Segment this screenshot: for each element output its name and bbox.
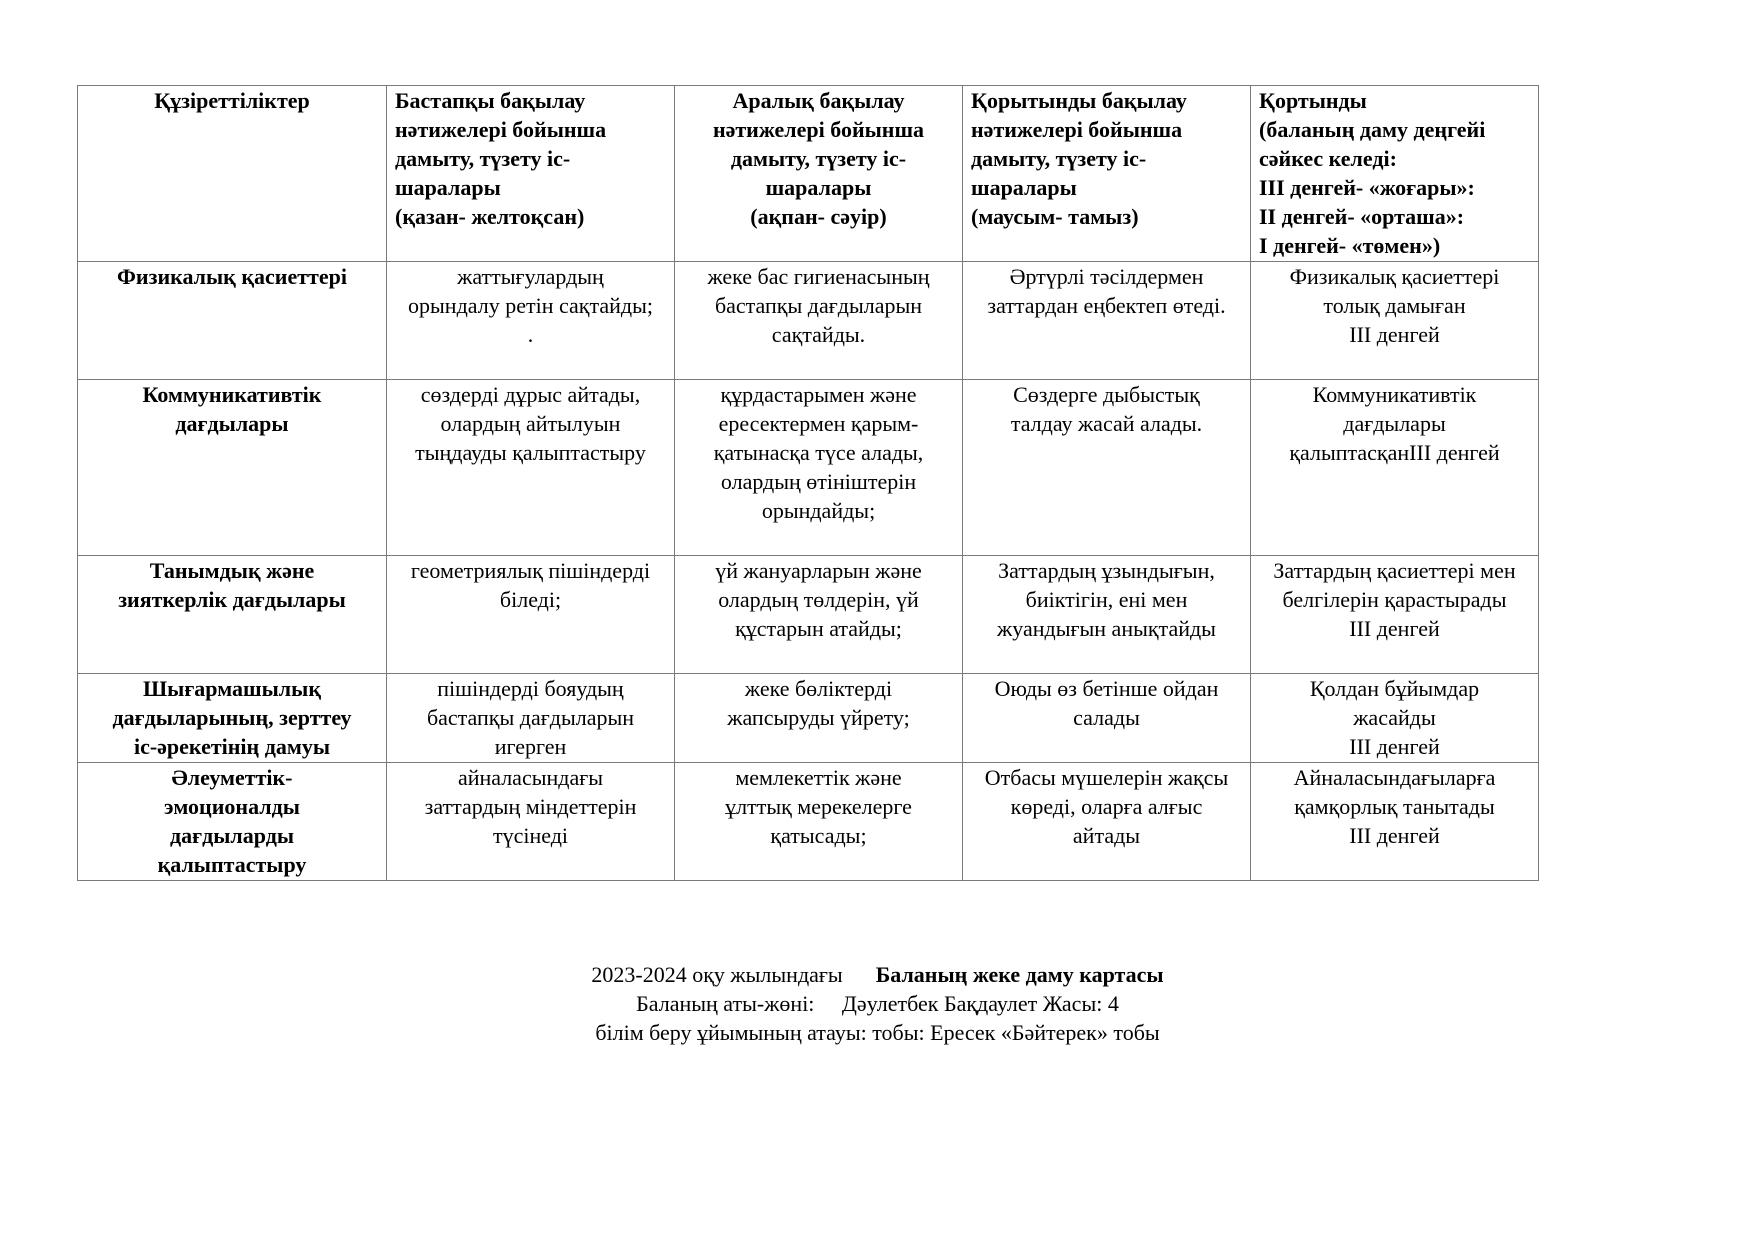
final-cell: Сөздерге дыбыстық талдау жасай алады. bbox=[963, 380, 1251, 556]
header-intermediate-control: Аралық бақылау нәтижелері бойынша дамыту, түзету іс- шаралары (ақпан- сәуір) bbox=[675, 86, 963, 262]
final-cell: Отбасы мүшелерін жақсы көреді, оларға алғыс айтады bbox=[963, 763, 1251, 881]
intermediate-cell: жеке бас гигиенасының бастапқы дағдыларын сақтайды. bbox=[675, 262, 963, 380]
header-summary: Қортынды (баланың даму деңгейі сәйкес келеді: ІІІ денгей- «жоғары»: ІІ денгей- «орташа»: І денгей- «төмен») bbox=[1251, 86, 1539, 262]
header-initial-control: Бастапқы бақылау нәтижелері бойынша дамыту, түзету іс- шаралары (қазан- желтоқсан) bbox=[387, 86, 675, 262]
table-row bbox=[78, 556, 1539, 674]
initial-cell: пішіндерді бояудың бастапқы дағдыларын игерген bbox=[387, 674, 675, 763]
intermediate-cell: жеке бөліктерді жапсыруды үйрету; bbox=[675, 674, 963, 763]
initial-cell: айналасындағы заттардың міндеттерін түсінеді bbox=[387, 763, 675, 881]
final-cell: Оюды өз бетінше ойдан салады bbox=[963, 674, 1251, 763]
header-competencies: Құзіреттіліктер bbox=[78, 86, 387, 262]
document-footer bbox=[0, 960, 1755, 1047]
summary-cell: Коммуникативтік дағдылары қалыптасқанІІІ денгей bbox=[1251, 380, 1539, 556]
child-name-line bbox=[0, 989, 1755, 1018]
table-row bbox=[78, 380, 1539, 556]
table-header-row bbox=[78, 86, 1539, 262]
initial-cell: сөздерді дұрыс айтады, олардың айтылуын тыңдауды қалыптастыру bbox=[387, 380, 675, 556]
final-cell: Әртүрлі тәсілдермен заттардан еңбектеп өтеді. bbox=[963, 262, 1251, 380]
organization-line: білім беру ұйымының атауы: тобы: Ересек «Бәйтерек» тобы bbox=[595, 1020, 1160, 1045]
summary-cell: Айналасындағыларға қамқорлық танытады ІІІ денгей bbox=[1251, 763, 1539, 881]
final-cell: Заттардың ұзындығын, биіктігін, ені мен жуандығын анықтайды bbox=[963, 556, 1251, 674]
intermediate-cell: үй жануарларын және олардың төлдерін, үй құстарын атайды; bbox=[675, 556, 963, 674]
competency-cell: Коммуникативтік дағдылары bbox=[78, 380, 387, 556]
table-row bbox=[78, 763, 1539, 881]
child-name-label: Баланың аты-жөні: bbox=[636, 991, 815, 1016]
summary-cell: Қолдан бұйымдар жасайды ІІІ денгей bbox=[1251, 674, 1539, 763]
summary-cell: Физикалық қасиеттері толық дамыған ІІІ денгей bbox=[1251, 262, 1539, 380]
initial-cell: геометриялық пішіндерді біледі; bbox=[387, 556, 675, 674]
summary-cell: Заттардың қасиеттері мен белгілерін қарастырады ІІІ денгей bbox=[1251, 556, 1539, 674]
competency-cell: Танымдық және зияткерлік дағдылары bbox=[78, 556, 387, 674]
intermediate-cell: құрдастарымен және ересектермен қарым- қатынасқа түсе алады, олардың өтініштерін орындайды; bbox=[675, 380, 963, 556]
school-year-text: 2023-2024 оқу жылындағы bbox=[591, 962, 843, 987]
table-row bbox=[78, 262, 1539, 380]
competency-cell: Шығармашылық дағдыларының, зерттеу іс-әрекетінің дамуы bbox=[78, 674, 387, 763]
competency-cell: Физикалық қасиеттері bbox=[78, 262, 387, 380]
initial-cell: жаттығулардың орындалу ретін сақтайды; . bbox=[387, 262, 675, 380]
development-table bbox=[77, 85, 1539, 881]
child-name-value: Дәулетбек Бақдаулет Жасы: 4 bbox=[841, 991, 1119, 1016]
intermediate-cell: мемлекеттік және ұлттық мерекелерге қатысады; bbox=[675, 763, 963, 881]
header-final-control: Қорытынды бақылау нәтижелері бойынша дамыту, түзету іс- шаралары (маусым- тамыз) bbox=[963, 86, 1251, 262]
document-title: Баланың жеке даму картасы bbox=[875, 962, 1164, 987]
table-row bbox=[78, 674, 1539, 763]
footer-title-line bbox=[0, 960, 1755, 989]
competency-cell: Әлеуметтік- эмоционалды дағдыларды қалыптастыру bbox=[78, 763, 387, 881]
